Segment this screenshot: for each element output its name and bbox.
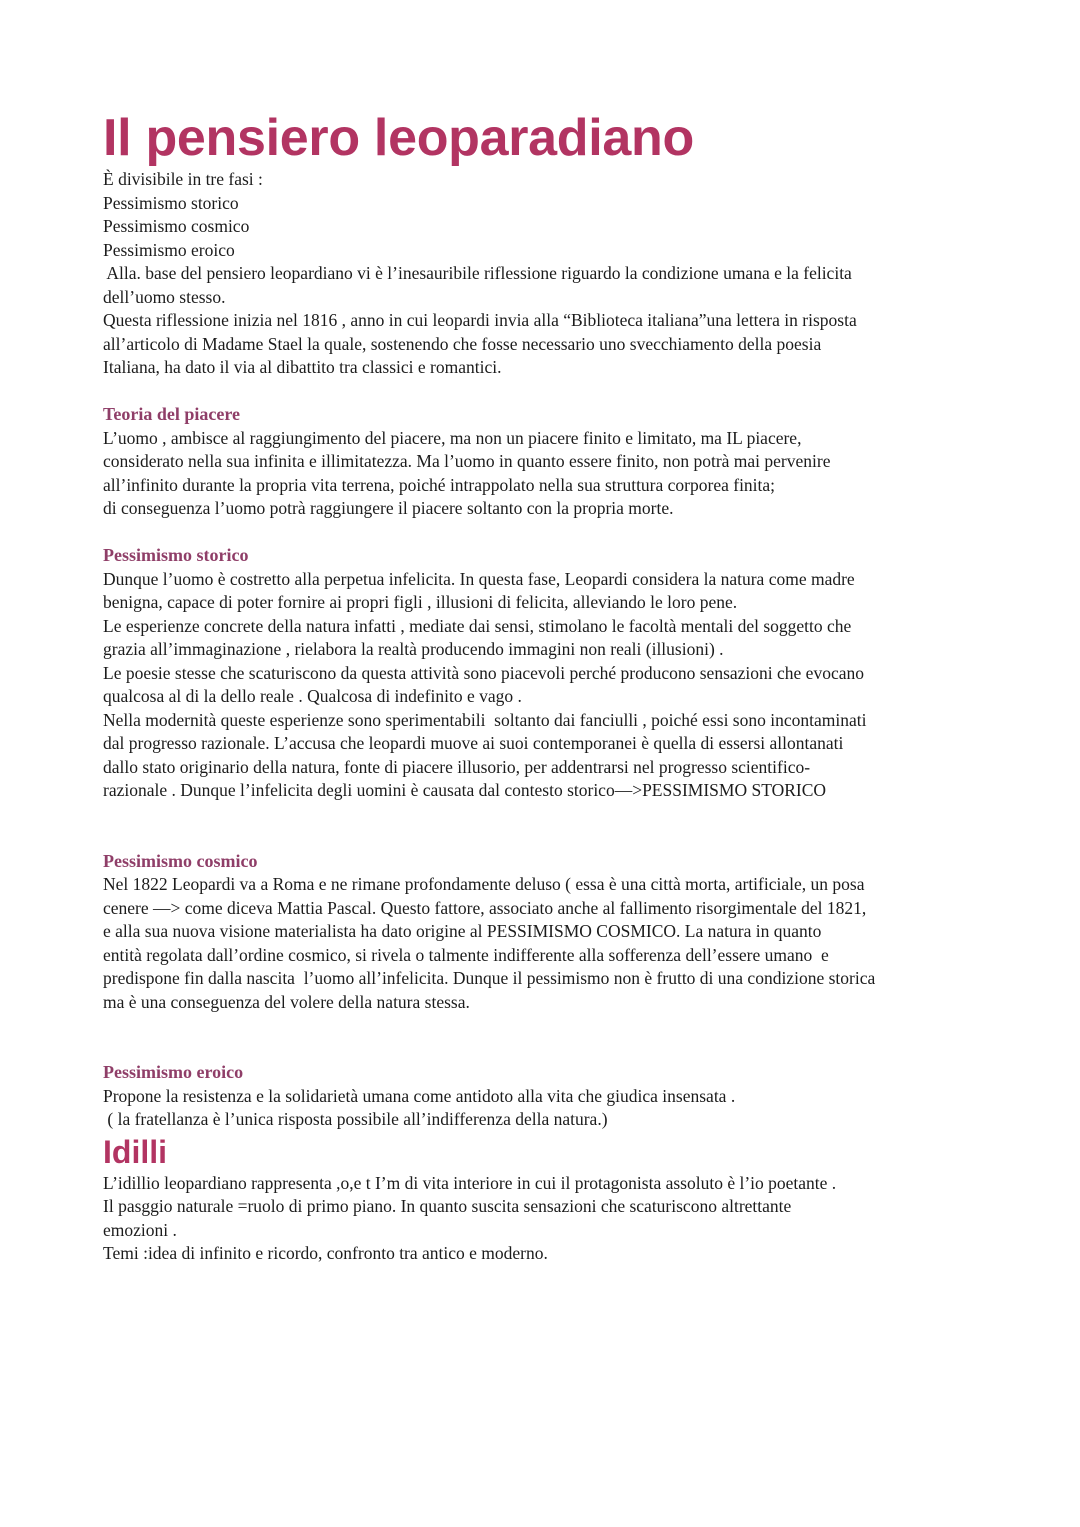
intro-line: Pessimismo cosmico: [103, 216, 250, 236]
teoria-line: di conseguenza l’uomo potrà raggiungere il piacere soltanto con la propria morte.: [103, 498, 674, 518]
page-title: Il pensiero leoparadiano: [103, 109, 694, 167]
cosmico-line: entità regolata dall’ordine cosmico, si rivela o talmente indifferente alla sofferenza dell’essere umano e: [103, 944, 829, 965]
cosmico-section: [103, 850, 983, 1015]
intro-line: Pessimismo eroico: [103, 239, 235, 260]
storico-line: razionale . Dunque l’infelicita degli uomini è causata dal contesto storico—>PESSIMISMO STORICO: [103, 780, 827, 800]
cosmico-line: cenere —> come diceva Mattia Pascal. Questo fattore, associato anche al fallimento risorgimentale del 1821,: [103, 897, 867, 918]
storico-line: Le poesie stesse che scaturiscono da questa attività sono piacevoli perché producono sensazioni che evocano: [103, 662, 864, 683]
cosmico-line: Nel 1822 Leopardi va a Roma e ne rimane profondamente deluso ( essa è una città morta, artificiale, un posa: [103, 874, 865, 894]
eroico-section: [103, 1061, 983, 1132]
cosmico-line: ma è una conseguenza del volere della natura stessa.: [103, 991, 470, 1012]
section-heading-storico: Pessimismo storico: [103, 545, 249, 565]
teoria-line: considerato nella sua infinita e illimitatezza. Ma l’uomo in quanto essere finito, non potrà mai pervenire: [103, 451, 831, 471]
intro-line: Italiana, ha dato il via al dibattito tra classici e romantici.: [103, 357, 502, 377]
storico-line: Dunque l’uomo è costretto alla perpetua infelicita. In questa fase, Leopardi considera la natura come madre: [103, 568, 855, 589]
section-heading-teoria: Teoria del piacere: [103, 404, 240, 424]
intro-section: [103, 168, 983, 380]
intro-line: all’articolo di Madame Stael la quale, sostenendo che fosse necessario uno svecchiamento della poesia: [103, 333, 822, 354]
storico-line: dal progresso razionale. L’accusa che leopardi muove ai suoi contemporanei è quella di essersi allontanati: [103, 733, 844, 753]
section-heading-eroico: Pessimismo eroico: [103, 1062, 244, 1082]
storico-line: benigna, capace di poter fornire ai propri figli , illusioni di felicita, alleviando le loro pene.: [103, 592, 738, 612]
storico-line: Nella modernità queste esperienze sono sperimentabili soltanto dai fanciulli , poiché essi sono incontaminati: [103, 709, 867, 730]
storico-line: Le esperienze concrete della natura infatti , mediate dai sensi, stimolano le facoltà mentali del soggetto che: [103, 615, 852, 636]
cosmico-line: e alla sua nuova visione materialista ha dato origine al PESSIMISMO COSMICO. La natura in quanto: [103, 921, 822, 941]
idilli-section: [103, 1132, 983, 1266]
teoria-line: all’infinito durante la propria vita terrena, poiché intrappolato nella sua struttura corporea finita;: [103, 474, 776, 495]
section-heading-cosmico: Pessimismo cosmico: [103, 850, 258, 871]
idilli-line: emozioni .: [103, 1219, 177, 1240]
eroico-line: ( la fratellanza è l’unica risposta possibile all’indifferenza della natura.): [103, 1109, 608, 1129]
intro-line: Questa riflessione inizia nel 1816 , anno in cui leopardi invia alla “Biblioteca italiana”una lettera in risposta: [103, 310, 857, 330]
storico-line: grazia all’immaginazione , rielabora la realtà producendo immagini non reali (illusioni) .: [103, 639, 724, 659]
eroico-line: Propone la resistenza e la solidarietà umana come antidoto alla vita che giudica insensata .: [103, 1085, 736, 1106]
intro-line: dell’uomo stesso.: [103, 286, 226, 307]
storico-line: qualcosa al di la dello reale . Qualcosa di indefinito e vago .: [103, 686, 522, 706]
idilli-line: L’idillio leopardiano rappresenta ,o,e t I’m di vita interiore in cui il protagonista assoluto è l’io poetante .: [103, 1172, 837, 1193]
teoria-line: L’uomo , ambisce al raggiungimento del piacere, ma non un piacere finito e limitato, ma IL piacere,: [103, 427, 802, 448]
teoria-section: [103, 403, 983, 521]
storico-line: dallo stato originario della natura, fonte di piacere illusorio, per addentrarsi nel progresso scientifico-: [103, 756, 811, 777]
idilli-line: Temi :idea di infinito e ricordo, confronto tra antico e moderno.: [103, 1243, 548, 1263]
document-page: [103, 108, 983, 1266]
intro-line: È divisibile in tre fasi :: [103, 169, 263, 189]
section-heading-idilli: Idilli: [103, 1133, 167, 1170]
intro-line: Pessimismo storico: [103, 192, 239, 213]
cosmico-line: predispone fin dalla nascita l’uomo all’infelicita. Dunque il pessimismo non è frutto di una condizione storica: [103, 968, 876, 988]
idilli-line: Il pasggio naturale =ruolo di primo piano. In quanto suscita sensazioni che scaturiscono altrettante: [103, 1196, 792, 1216]
intro-line: Alla. base del pensiero leopardiano vi è l’inesauribile riflessione riguardo la condizione umana e la felicita: [103, 263, 852, 283]
storico-section: [103, 544, 983, 803]
